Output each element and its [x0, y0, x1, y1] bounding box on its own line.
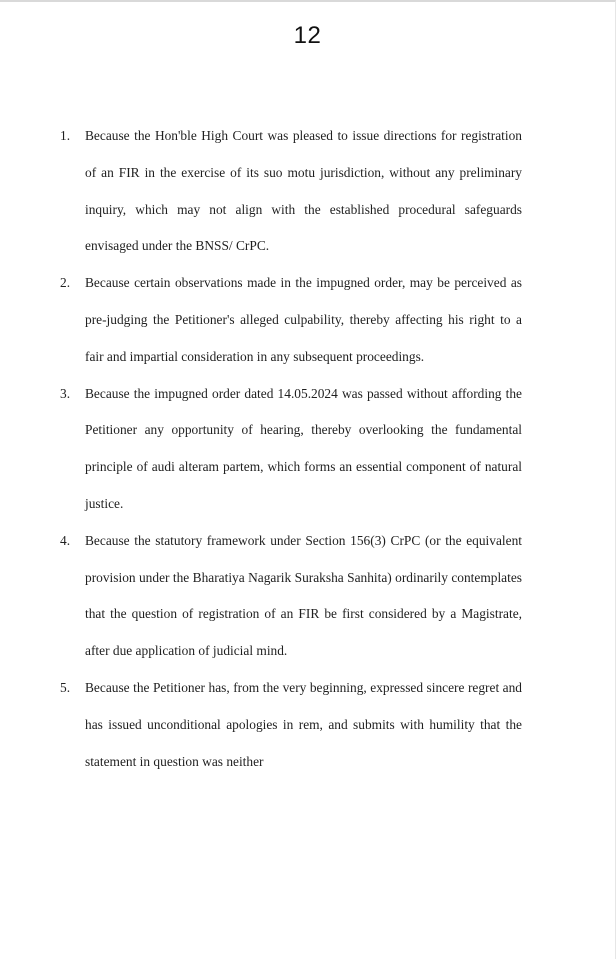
ground-text: Because the Petitioner has, from the very beginning, expressed sincere regret and has issued unconditional apologies in rem, and submits with humility that the statement in question was neither: [85, 679, 522, 769]
ground-item-1: [60, 118, 522, 265]
ground-number: 5.: [60, 679, 71, 695]
ground-number: 3.: [60, 385, 71, 401]
ground-text: Because the impugned order dated 14.05.2024 was passed without affording the Petitioner any opportunity of hearing, thereby overlooking the fundamental principle of audi alteram partem, which forms an essential component of natural justice.: [85, 385, 522, 511]
ground-item-2: [60, 265, 522, 375]
ground-item-3: [60, 376, 522, 523]
ground-text: Because the statutory framework under Section 156(3) CrPC (or the equivalent provision under the Bharatiya Nagarik Suraksha Sanhita) ordinarily contemplates that the question of registration of an FIR be first considered by a Magistrate, after due application of judicial mind.: [85, 532, 522, 659]
ground-text: Because the Hon'ble High Court was pleased to issue directions for registration of an FIR in the exercise of its suo motu jurisdiction, without any preliminary inquiry, which may not align with the established procedural safeguards envisaged under the BNSS/ CrPC.: [85, 128, 522, 254]
ground-item-4: [60, 523, 522, 670]
ground-item-5: [60, 670, 522, 780]
ground-number: 2.: [60, 275, 71, 291]
page-number: 12: [293, 22, 322, 49]
ground-number: 4.: [60, 532, 71, 548]
ground-number: 1.: [60, 128, 71, 143]
ground-text: Because certain observations made in the impugned order, may be perceived as pre-judging the Petitioner's alleged culpability, thereby affecting his right to a fair and impartial consideration in any subsequent proceedings.: [85, 275, 522, 364]
grounds-list: [60, 118, 522, 780]
